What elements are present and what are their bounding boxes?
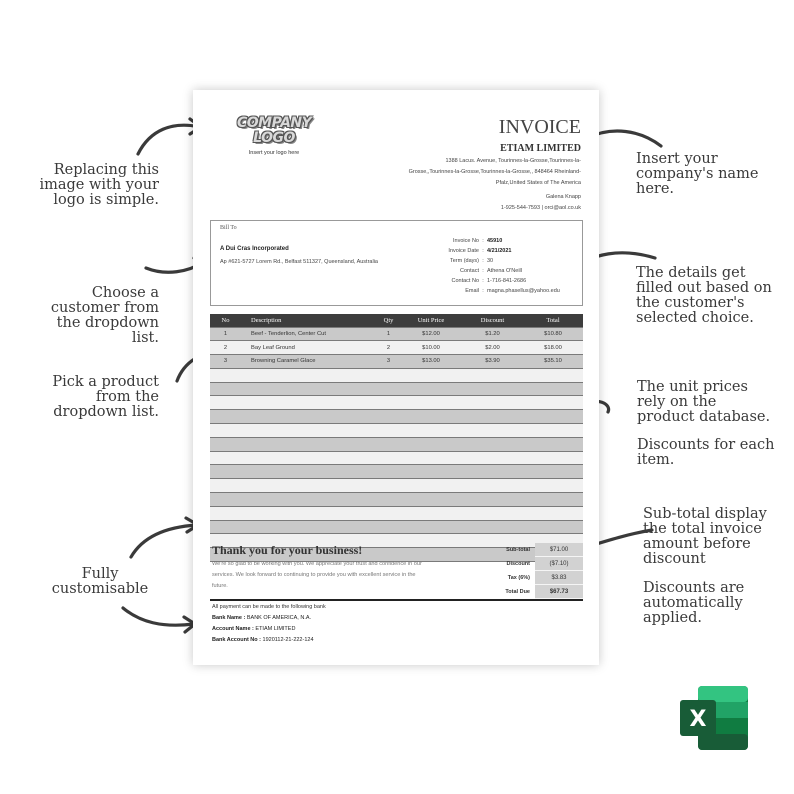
item-qty[interactable]: [377, 534, 400, 548]
item-description[interactable]: [241, 410, 377, 424]
item-qty[interactable]: [377, 493, 400, 507]
item-qty[interactable]: 1: [377, 327, 400, 341]
item-qty[interactable]: [377, 520, 400, 534]
col-total: Total: [523, 314, 583, 327]
invoice-details: [400, 236, 580, 296]
item-total[interactable]: [523, 479, 583, 493]
empty-row[interactable]: [210, 520, 583, 534]
item-discount[interactable]: [462, 493, 523, 507]
item-total[interactable]: [523, 451, 583, 465]
thanks-title: Thank you for your business!: [212, 543, 363, 557]
summary-row: [473, 557, 583, 571]
customer-address: Ap #621-5727 Lorem Rd., Belfast 511327, Queensland, Australia: [220, 259, 378, 265]
detail-label: Invoice No: [453, 238, 479, 244]
detail-row: [400, 236, 580, 246]
item-description[interactable]: [241, 424, 377, 438]
table-header: [210, 314, 583, 327]
item-discount[interactable]: [462, 424, 523, 438]
empty-row[interactable]: [210, 368, 583, 382]
item-no[interactable]: [210, 479, 241, 493]
item-qty[interactable]: [377, 479, 400, 493]
item-total[interactable]: [523, 437, 583, 451]
item-description[interactable]: [241, 506, 377, 520]
line-items-table: [210, 314, 583, 562]
empty-row[interactable]: [210, 451, 583, 465]
item-total[interactable]: [523, 396, 583, 410]
detail-colon: :: [482, 268, 484, 274]
annotation-logo: Replacing this image with your logo is simple.: [39, 162, 159, 208]
detail-row: [400, 276, 580, 286]
detail-row: [400, 286, 580, 296]
logo-note: Insert your logo here: [248, 150, 300, 156]
empty-row[interactable]: [210, 396, 583, 410]
empty-row[interactable]: [210, 479, 583, 493]
item-discount[interactable]: [462, 479, 523, 493]
detail-colon: :: [482, 278, 484, 284]
payment-note: All payment can be made to the following bank: [212, 604, 326, 610]
invoice-sheet: [193, 90, 599, 665]
item-unit-price[interactable]: [400, 424, 462, 438]
thanks-message: We're so glad to be working with you. We appreciate your trust and confidence in our services. We look forward to continuing to provide you with excellent service in the future.: [212, 561, 422, 589]
item-discount[interactable]: $2.00: [462, 341, 523, 355]
item-description[interactable]: [241, 465, 377, 479]
item-discount[interactable]: [462, 506, 523, 520]
item-description[interactable]: Beef - Tenderlion, Center Cut: [241, 327, 377, 341]
empty-row[interactable]: [210, 410, 583, 424]
bank-name: Bank Name : BANK OF AMERICA, N.A.: [212, 615, 312, 621]
item-description[interactable]: Bay Leaf Ground: [241, 341, 377, 355]
detail-value: 45910: [487, 238, 503, 244]
item-description[interactable]: [241, 437, 377, 451]
item-total[interactable]: [523, 410, 583, 424]
item-no[interactable]: [210, 520, 241, 534]
detail-colon: :: [482, 258, 484, 264]
item-total[interactable]: [523, 506, 583, 520]
item-discount[interactable]: [462, 368, 523, 382]
item-no[interactable]: [210, 493, 241, 507]
bill-to-section: [210, 220, 583, 306]
item-unit-price[interactable]: [400, 396, 462, 410]
item-discount[interactable]: $3.90: [462, 355, 523, 369]
annotation-details: The details get filled out based on the customer's selected choice.: [636, 265, 772, 326]
item-unit-price[interactable]: [400, 465, 462, 479]
detail-label: Invoice Date: [448, 248, 479, 254]
table-row[interactable]: [210, 327, 583, 341]
item-qty[interactable]: 2: [377, 341, 400, 355]
invoice-title: INVOICE: [498, 116, 581, 138]
item-unit-price[interactable]: [400, 506, 462, 520]
col-description: Description: [241, 314, 377, 327]
summary-value: $3.83: [535, 571, 583, 585]
item-qty[interactable]: [377, 506, 400, 520]
item-unit-price[interactable]: [400, 382, 462, 396]
summary-value: $71.00: [535, 543, 583, 557]
item-total[interactable]: [523, 382, 583, 396]
item-description[interactable]: [241, 382, 377, 396]
summary-label: Tax (6%): [507, 575, 530, 581]
item-no[interactable]: [210, 410, 241, 424]
col-no: No: [210, 314, 241, 327]
item-description[interactable]: [241, 520, 377, 534]
company-contact-person: Galena Knapp: [545, 194, 581, 200]
empty-row[interactable]: [210, 506, 583, 520]
company-contact-line: 1-925-544-7593 | orci@aol.co.uk: [500, 205, 581, 211]
company-address: 1388 Lacus. Avenue, Tourinnes-la-Grosse,Tourinnes-la-Grosse,,Tourinnes-la-Grosse,Tourinnes-la-Grosse,, 848464 Rheinland-Pfalz,United States of The America: [408, 158, 581, 186]
item-description[interactable]: Browning Caramel Glace: [241, 355, 377, 369]
item-description[interactable]: [241, 479, 377, 493]
annotation-company-name: Insert your company's name here.: [636, 151, 759, 197]
svg-text:X: X: [689, 707, 707, 732]
detail-label: Term (days): [449, 258, 479, 264]
item-unit-price[interactable]: [400, 534, 462, 548]
detail-value: 30: [487, 258, 494, 264]
item-no[interactable]: [210, 368, 241, 382]
item-discount[interactable]: [462, 451, 523, 465]
item-total[interactable]: [523, 465, 583, 479]
item-no[interactable]: [210, 465, 241, 479]
item-qty[interactable]: [377, 465, 400, 479]
detail-row: [400, 266, 580, 276]
item-unit-price[interactable]: [400, 520, 462, 534]
item-no[interactable]: [210, 424, 241, 438]
detail-colon: :: [482, 288, 484, 294]
item-unit-price[interactable]: [400, 410, 462, 424]
footer-divider: [210, 599, 583, 601]
detail-colon: :: [482, 238, 484, 244]
col-qty: Qty: [377, 314, 400, 327]
item-unit-price[interactable]: [400, 368, 462, 382]
summary-value: ($7.10): [535, 557, 583, 571]
summary-section: [473, 543, 583, 599]
annotation-product: Pick a product from the dropdown list.: [52, 374, 159, 420]
item-discount[interactable]: [462, 396, 523, 410]
item-discount[interactable]: [462, 382, 523, 396]
summary-label: Total Due: [505, 589, 530, 595]
item-description[interactable]: [241, 396, 377, 410]
item-total[interactable]: [523, 520, 583, 534]
annotation-discounts-auto: Discounts are automatically applied.: [643, 580, 745, 626]
annotation-discounts-each: Discounts for each item.: [637, 437, 775, 468]
col-discount: Discount: [462, 314, 523, 327]
item-total[interactable]: $18.00: [523, 341, 583, 355]
item-description[interactable]: [241, 368, 377, 382]
excel-icon: [680, 686, 748, 750]
item-no[interactable]: [210, 437, 241, 451]
item-total[interactable]: $35.10: [523, 355, 583, 369]
empty-row[interactable]: [210, 382, 583, 396]
annotation-unit-prices: The unit prices rely on the product database.: [637, 379, 771, 425]
empty-row[interactable]: [210, 424, 583, 438]
detail-label: Email: [465, 288, 479, 294]
summary-row: [473, 543, 583, 557]
item-discount[interactable]: [462, 437, 523, 451]
item-total[interactable]: [523, 368, 583, 382]
item-discount[interactable]: [462, 410, 523, 424]
item-qty[interactable]: [377, 382, 400, 396]
summary-label: Discount: [506, 561, 530, 567]
item-qty[interactable]: [377, 437, 400, 451]
empty-row[interactable]: [210, 437, 583, 451]
item-no[interactable]: [210, 506, 241, 520]
bank-account-name: Account Name : ETIAM LIMITED: [212, 626, 296, 632]
item-qty[interactable]: [377, 396, 400, 410]
item-unit-price[interactable]: [400, 451, 462, 465]
annotation-subtotal: Sub-total display the total invoice amount before discount: [643, 506, 767, 567]
item-unit-price[interactable]: $10.00: [400, 341, 462, 355]
item-discount[interactable]: [462, 465, 523, 479]
detail-value: magna.phasellus@yahoo.edu: [487, 288, 560, 294]
bank-account-no: Bank Account No : 1920112-21-222-124: [212, 637, 314, 643]
detail-value: Athena O'Neill: [487, 268, 522, 274]
table-row[interactable]: [210, 355, 583, 369]
summary-label: Sub-total: [506, 547, 530, 553]
customer-name[interactable]: A Dui Cras Incorporated: [220, 246, 289, 252]
item-discount[interactable]: $1.20: [462, 327, 523, 341]
item-qty[interactable]: [377, 410, 400, 424]
detail-value: 4/21/2021: [487, 248, 512, 254]
item-no[interactable]: [210, 382, 241, 396]
item-unit-price[interactable]: [400, 493, 462, 507]
item-qty[interactable]: [377, 451, 400, 465]
item-description[interactable]: [241, 451, 377, 465]
detail-row: [400, 256, 580, 266]
item-no[interactable]: 2: [210, 341, 241, 355]
item-total[interactable]: [523, 424, 583, 438]
detail-label: Contact: [460, 268, 479, 274]
item-qty[interactable]: [377, 368, 400, 382]
detail-colon: :: [482, 248, 484, 254]
item-unit-price[interactable]: $13.00: [400, 355, 462, 369]
summary-value: $67.73: [535, 585, 583, 599]
item-no[interactable]: [210, 451, 241, 465]
empty-row[interactable]: [210, 493, 583, 507]
item-total[interactable]: [523, 493, 583, 507]
item-description[interactable]: [241, 493, 377, 507]
item-no[interactable]: 3: [210, 355, 241, 369]
annotation-customer: Choose a customer from the dropdown list.: [50, 285, 159, 346]
item-unit-price[interactable]: [400, 437, 462, 451]
annotation-customisable: Fully customisable: [51, 566, 149, 597]
item-total[interactable]: $10.80: [523, 327, 583, 341]
detail-label: Contact No: [451, 278, 479, 284]
item-no[interactable]: [210, 396, 241, 410]
empty-row[interactable]: [210, 465, 583, 479]
detail-value: 1-716-841-2686: [487, 278, 527, 284]
logo-wordmark: COMPANY LOGO: [237, 115, 312, 146]
item-unit-price[interactable]: $12.00: [400, 327, 462, 341]
item-qty[interactable]: [377, 424, 400, 438]
item-qty[interactable]: 3: [377, 355, 400, 369]
summary-row: [473, 585, 583, 599]
item-discount[interactable]: [462, 520, 523, 534]
summary-row: [473, 571, 583, 585]
company-name: ETIAM LIMITED: [500, 143, 581, 154]
bill-to-label: Bill To: [220, 225, 237, 231]
col-unit-price: Unit Price: [400, 314, 462, 327]
detail-row: [400, 246, 580, 256]
item-unit-price[interactable]: [400, 479, 462, 493]
item-no[interactable]: 1: [210, 327, 241, 341]
company-logo[interactable]: [237, 116, 311, 156]
table-row[interactable]: [210, 341, 583, 355]
